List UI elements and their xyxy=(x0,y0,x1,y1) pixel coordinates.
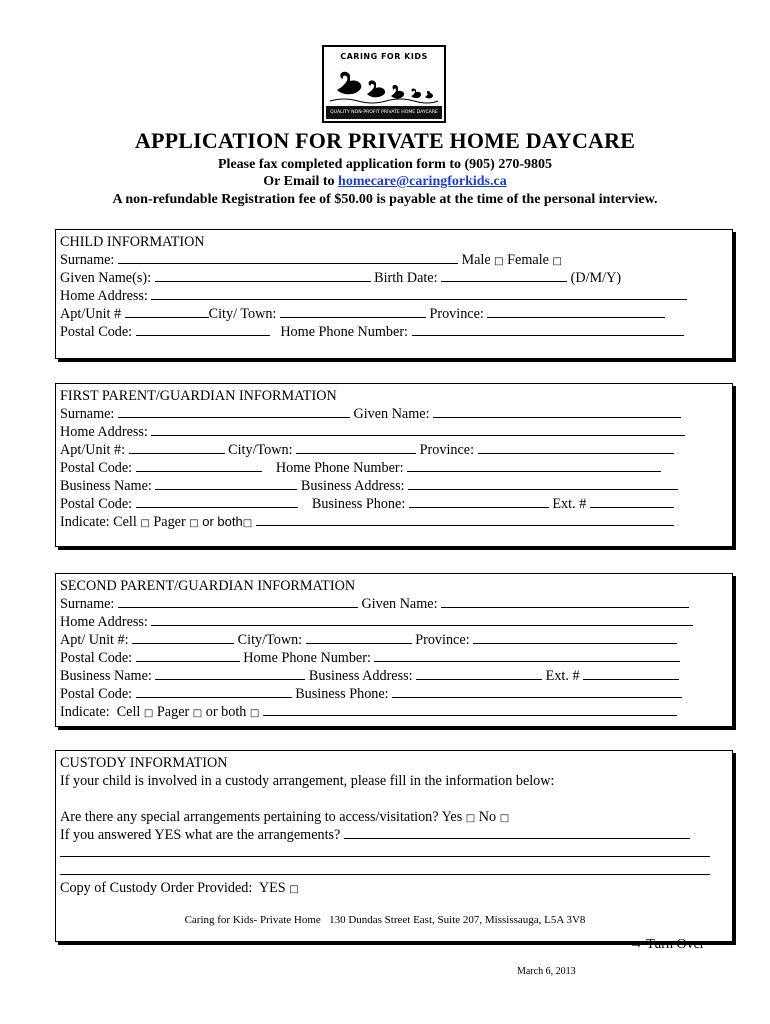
postal-code-label: Postal Code: xyxy=(60,460,133,476)
cell-checkbox[interactable]: □ xyxy=(143,708,154,719)
surname-label: Surname: xyxy=(60,252,115,268)
birth-date-label: Birth Date: xyxy=(374,270,438,286)
email-instruction xyxy=(0,174,770,190)
arrangements-field-3[interactable] xyxy=(60,862,710,875)
business-address-label: Business Address: xyxy=(300,478,405,494)
first-parent-section xyxy=(55,383,733,547)
custody-order-checkbox[interactable]: □ xyxy=(289,884,299,895)
custody-order-label: Copy of Custody Order Provided: YES xyxy=(60,880,286,896)
second-parent-business-name-field[interactable] xyxy=(155,667,305,680)
surname-label: Surname: xyxy=(60,406,115,422)
first-parent-apt-field[interactable] xyxy=(129,441,225,454)
child-given-name-field[interactable] xyxy=(155,269,371,282)
first-parent-surname-field[interactable] xyxy=(118,405,350,418)
female-checkbox[interactable]: □ xyxy=(552,256,562,267)
footer-street: 130 Dundas Street East, Suite 207, Mississauga, L5A 3V8 xyxy=(329,914,586,926)
second-parent-surname-field[interactable] xyxy=(118,595,358,608)
both-checkbox[interactable]: □ xyxy=(249,708,260,719)
arrangements-question: Are there any special arrangements pertaining to access/visitation? Yes xyxy=(60,809,463,825)
province-label: Province: xyxy=(419,442,475,458)
child-city-field[interactable] xyxy=(280,305,426,318)
email-prefix: Or Email to xyxy=(263,174,339,189)
child-apt-field[interactable] xyxy=(125,305,209,318)
second-parent-province-field[interactable] xyxy=(473,631,677,644)
indicate-cell-label: Indicate: Cell xyxy=(60,704,141,720)
given-name-label: Given Name(s): xyxy=(60,270,152,286)
pager-label: Pager xyxy=(156,704,190,720)
business-phone-label: Business Phone: xyxy=(295,686,389,702)
child-home-address-field[interactable] xyxy=(151,287,687,300)
revision-date: March 6, 2013 xyxy=(517,966,576,977)
first-parent-province-field[interactable] xyxy=(478,441,674,454)
turn-over-note: → Turn Over xyxy=(629,937,705,952)
page-title: APPLICATION FOR PRIVATE HOME DAYCARE xyxy=(134,128,636,153)
second-parent-postal-field[interactable] xyxy=(136,649,240,662)
first-parent-address-field[interactable] xyxy=(151,423,685,436)
date-format-hint: (D/M/Y) xyxy=(570,270,622,286)
ext-label: Ext. # xyxy=(552,496,587,512)
section-heading: FIRST PARENT/GUARDIAN INFORMATION xyxy=(60,388,337,404)
city-label: City/Town: xyxy=(228,442,293,458)
first-parent-indicate-field[interactable] xyxy=(256,513,674,526)
business-name-label: Business Name: xyxy=(60,668,152,684)
surname-label: Surname: xyxy=(60,596,115,612)
home-phone-label: Home Phone Number: xyxy=(275,460,404,476)
yes-checkbox[interactable]: □ xyxy=(465,813,476,824)
second-parent-business-phone-field[interactable] xyxy=(392,685,682,698)
both-checkbox[interactable]: □ xyxy=(242,518,253,529)
first-parent-business-address-field[interactable] xyxy=(408,477,678,490)
second-parent-business-postal-field[interactable] xyxy=(136,685,292,698)
second-parent-section xyxy=(55,573,733,727)
no-label: No xyxy=(478,809,497,825)
home-phone-label: Home Phone Number: xyxy=(243,650,371,666)
child-postal-code-field[interactable] xyxy=(136,323,270,336)
given-name-label: Given Name: xyxy=(361,596,438,612)
female-label: Female xyxy=(507,252,549,268)
fee-notice: A non-refundable Registration fee of $50.00 is payable at the time of the personal interview. xyxy=(112,192,658,207)
home-address-label: Home Address: xyxy=(60,288,148,304)
fax-instruction: Please fax completed application form to (905) 270-9805 xyxy=(218,157,552,172)
city-label: City/Town: xyxy=(237,632,303,648)
pager-label: Pager xyxy=(153,514,186,530)
arrangements-field-2[interactable] xyxy=(60,844,710,857)
second-parent-ext-field[interactable] xyxy=(583,667,679,680)
apt-unit-label: Apt/ Unit #: xyxy=(60,632,129,648)
cell-checkbox[interactable]: □ xyxy=(140,518,150,529)
section-heading: SECOND PARENT/GUARDIAN INFORMATION xyxy=(60,578,356,594)
apt-unit-label: Apt/Unit #: xyxy=(60,442,126,458)
second-parent-given-name-field[interactable] xyxy=(441,595,689,608)
footer-org: Caring for Kids- Private Home xyxy=(184,914,321,926)
second-parent-home-phone-field[interactable] xyxy=(374,649,680,662)
custody-intro: If your child is involved in a custody arrangement, please fill in the information below: xyxy=(60,773,555,789)
pager-checkbox[interactable]: □ xyxy=(192,708,203,719)
second-parent-apt-field[interactable] xyxy=(132,631,234,644)
ext-label: Ext. # xyxy=(545,668,580,684)
no-checkbox[interactable]: □ xyxy=(499,813,510,824)
second-parent-business-address-field[interactable] xyxy=(416,667,542,680)
logo-name: CARING FOR KIDS xyxy=(340,52,428,61)
business-phone-label: Business Phone: xyxy=(311,496,406,512)
second-parent-address-field[interactable] xyxy=(151,613,693,626)
first-parent-postal-field[interactable] xyxy=(136,459,262,472)
first-parent-home-phone-field[interactable] xyxy=(407,459,661,472)
male-checkbox[interactable]: □ xyxy=(494,256,504,267)
indicate-cell-label: Indicate: Cell xyxy=(60,514,137,530)
both-label: or both xyxy=(202,514,243,529)
birth-date-field[interactable] xyxy=(441,269,567,282)
second-parent-indicate-field[interactable] xyxy=(263,703,677,716)
section-heading: CHILD INFORMATION xyxy=(60,234,205,250)
pager-checkbox[interactable]: □ xyxy=(189,518,199,529)
first-parent-city-field[interactable] xyxy=(296,441,416,454)
footer-address xyxy=(0,914,770,926)
swans-icon xyxy=(328,61,440,109)
business-address-label: Business Address: xyxy=(308,668,413,684)
child-province-field[interactable] xyxy=(487,305,665,318)
first-parent-business-phone-field[interactable] xyxy=(409,495,549,508)
home-address-label: Home Address: xyxy=(60,614,148,630)
postal-code-label: Postal Code: xyxy=(60,686,133,702)
caring-for-kids-logo xyxy=(322,45,446,123)
postal-code-label: Postal Code: xyxy=(60,324,133,340)
section-heading: CUSTODY INFORMATION xyxy=(60,755,228,771)
given-name-label: Given Name: xyxy=(353,406,430,422)
province-label: Province: xyxy=(415,632,470,648)
second-parent-city-field[interactable] xyxy=(306,631,412,644)
both-label: or both xyxy=(205,704,247,720)
postal-code-label: Postal Code: xyxy=(60,496,133,512)
male-label: Male xyxy=(461,252,491,268)
first-parent-business-name-field[interactable] xyxy=(155,477,297,490)
business-name-label: Business Name: xyxy=(60,478,152,494)
postal-code-label: Postal Code: xyxy=(60,650,133,666)
city-label: City/ Town: xyxy=(208,306,277,322)
arrangements-followup: If you answered YES what are the arrangements? xyxy=(60,827,341,843)
home-address-label: Home Address: xyxy=(60,424,148,440)
child-information-section xyxy=(55,229,733,359)
arrangements-field-1[interactable] xyxy=(344,826,690,839)
province-label: Province: xyxy=(429,306,484,322)
child-surname-field[interactable] xyxy=(118,251,458,264)
email-link[interactable]: homecare@caringforkids.ca xyxy=(338,174,507,189)
apt-unit-label: Apt/Unit # xyxy=(60,306,122,322)
logo-tagline: QUALITY NON-PROFIT PRIVATE HOME DAYCARE xyxy=(326,106,442,119)
first-parent-business-postal-field[interactable] xyxy=(136,495,298,508)
home-phone-label: Home Phone Number: xyxy=(280,324,408,340)
first-parent-ext-field[interactable] xyxy=(590,495,674,508)
child-home-phone-field[interactable] xyxy=(412,323,684,336)
first-parent-given-name-field[interactable] xyxy=(433,405,681,418)
